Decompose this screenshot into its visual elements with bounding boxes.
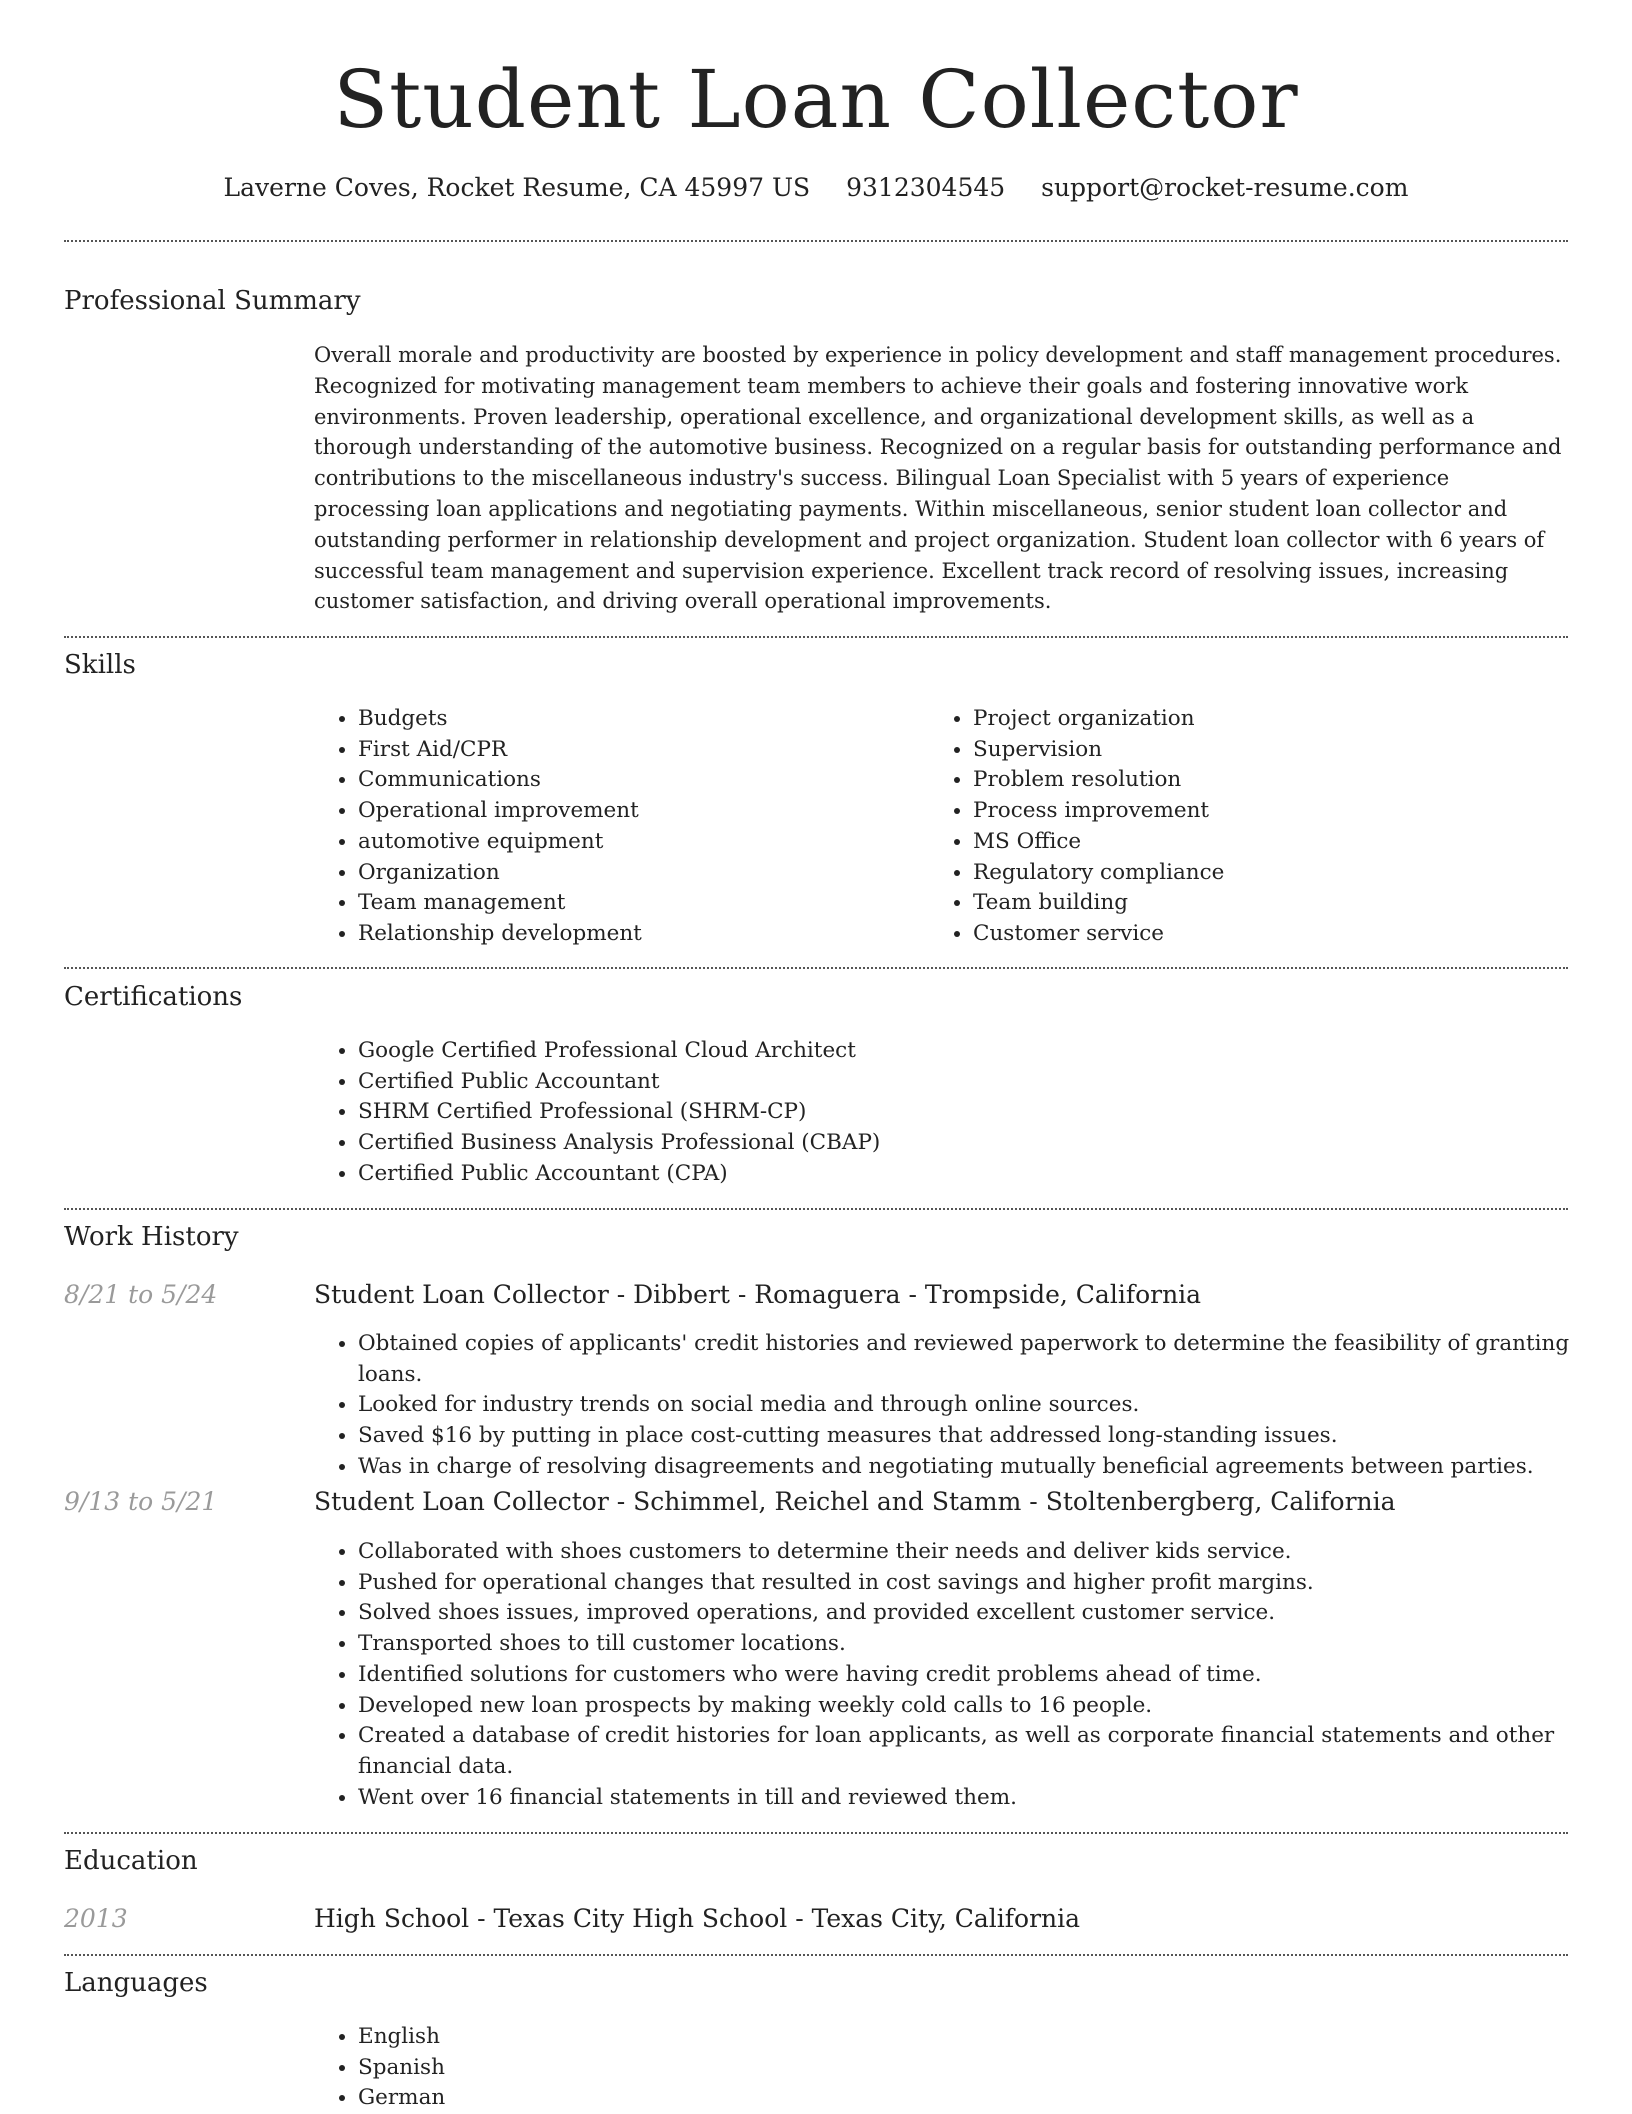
certification-item: • Certified Public Accountant (358, 1067, 1558, 1098)
education-entry: High School - Texas City High School - Texas City, California (314, 1904, 1081, 1933)
job-bullet: • Created a database of credit histories for loan applicants, as well as corporate financial statements and other financial data. (358, 1721, 1618, 1782)
contact-address: Laverne Coves, Rocket Resume, CA 45997 US (223, 173, 811, 202)
section-divider (64, 1832, 1568, 1834)
language-item: • English (358, 2022, 958, 2053)
skills-heading: Skills (64, 650, 136, 680)
skill-item: • First Aid/CPR (358, 735, 918, 766)
skill-item: • Project organization (973, 704, 1573, 735)
skill-item: • Customer service (973, 919, 1573, 950)
work-heading: Work History (64, 1222, 239, 1252)
section-divider (64, 636, 1568, 638)
certification-item: • Google Certified Professional Cloud Architect (358, 1036, 1558, 1067)
education-heading: Education (64, 1846, 198, 1876)
skill-item: • Regulatory compliance (973, 858, 1573, 889)
certifications-heading: Certifications (64, 982, 243, 1012)
job-bullets (314, 1329, 1618, 1483)
skill-item: • Relationship development (358, 919, 918, 950)
skill-item: • Supervision (973, 735, 1573, 766)
section-divider (64, 1208, 1568, 1210)
job-bullet: • Solved shoes issues, improved operations, and provided excellent customer service. (358, 1598, 1618, 1629)
certifications-list (314, 1036, 1558, 1190)
certification-item: • Certified Public Accountant (CPA) (358, 1159, 1558, 1190)
skill-item: • automotive equipment (358, 827, 918, 858)
job-bullet: • Saved $16 by putting in place cost-cutting measures that addressed long-standing issues. (358, 1421, 1618, 1452)
skills-list-left (314, 704, 918, 950)
contact-email[interactable]: support@rocket-resume.com (1041, 173, 1409, 202)
contact-line (0, 170, 1632, 206)
section-divider (64, 967, 1568, 969)
job-title: Student Loan Collector - Dibbert - Romaguera - Trompside, California (314, 1280, 1202, 1309)
skill-item: • Budgets (358, 704, 918, 735)
skill-item: • MS Office (973, 827, 1573, 858)
language-item: • Spanish (358, 2053, 958, 2084)
job-bullet: • Pushed for operational changes that resulted in cost savings and higher profit margins. (358, 1568, 1618, 1599)
job-bullet: • Transported shoes to till customer locations. (358, 1629, 1618, 1660)
skill-item: • Problem resolution (973, 765, 1573, 796)
skill-item: • Process improvement (973, 796, 1573, 827)
section-divider (64, 240, 1568, 242)
skill-item: • Team building (973, 888, 1573, 919)
education-year: 2013 (64, 1904, 128, 1933)
skill-item: • Team management (358, 888, 918, 919)
job-bullet: • Developed new loan prospects by making weekly cold calls to 16 people. (358, 1691, 1618, 1722)
languages-list (314, 2022, 958, 2114)
skill-item: • Organization (358, 858, 918, 889)
job-dates: 8/21 to 5/24 (64, 1280, 218, 1309)
certification-item: • Certified Business Analysis Professional (CBAP) (358, 1128, 1558, 1159)
resume-title: Student Loan Collector (333, 53, 1299, 146)
contact-phone: 9312304545 (846, 173, 1006, 202)
job-bullet: • Collaborated with shoes customers to determine their needs and deliver kids service. (358, 1537, 1618, 1568)
job-bullets (314, 1537, 1618, 1813)
job-bullet: • Went over 16 financial statements in till and reviewed them. (358, 1783, 1618, 1814)
summary-heading: Professional Summary (64, 286, 361, 316)
job-dates: 9/13 to 5/21 (64, 1487, 218, 1516)
skills-list-right (929, 704, 1573, 950)
job-bullet: • Was in charge of resolving disagreements and negotiating mutually beneficial agreements between parties. (358, 1452, 1618, 1483)
language-item: • German (358, 2083, 958, 2114)
skill-item: • Communications (358, 765, 918, 796)
job-bullet: • Identified solutions for customers who were having credit problems ahead of time. (358, 1660, 1618, 1691)
job-title: Student Loan Collector - Schimmel, Reichel and Stamm - Stoltenbergberg, California (314, 1487, 1396, 1516)
job-bullet: • Obtained copies of applicants' credit histories and reviewed paperwork to determine the feasibility of granting loans. (358, 1329, 1618, 1390)
skill-item: • Operational improvement (358, 796, 918, 827)
summary-text: Overall morale and productivity are boosted by experience in policy development and staff management procedures. Recognized for motivating management team members to achieve their goals and fostering innovative work environments. Proven leadership, operational excellence, and organizational development skills, as well as a thorough understanding of the automotive business. Recognized on a regular basis for outstanding performance and contributions to the miscellaneous industry's success. Bilingual Loan Specialist with 5 years of experience processing loan applications and negotiating payments. Within miscellaneous, senior student loan collector and outstanding performer in relationship development and project organization. Student loan collector with 6 years of successful team management and supervision experience. Excellent track record of resolving issues, increasing customer satisfaction, and driving overall operational improvements. (314, 343, 1562, 614)
certification-item: • SHRM Certified Professional (SHRM-CP) (358, 1097, 1558, 1128)
section-divider (64, 1954, 1568, 1956)
job-bullet: • Looked for industry trends on social media and through online sources. (358, 1390, 1618, 1421)
languages-heading: Languages (64, 1968, 208, 1998)
